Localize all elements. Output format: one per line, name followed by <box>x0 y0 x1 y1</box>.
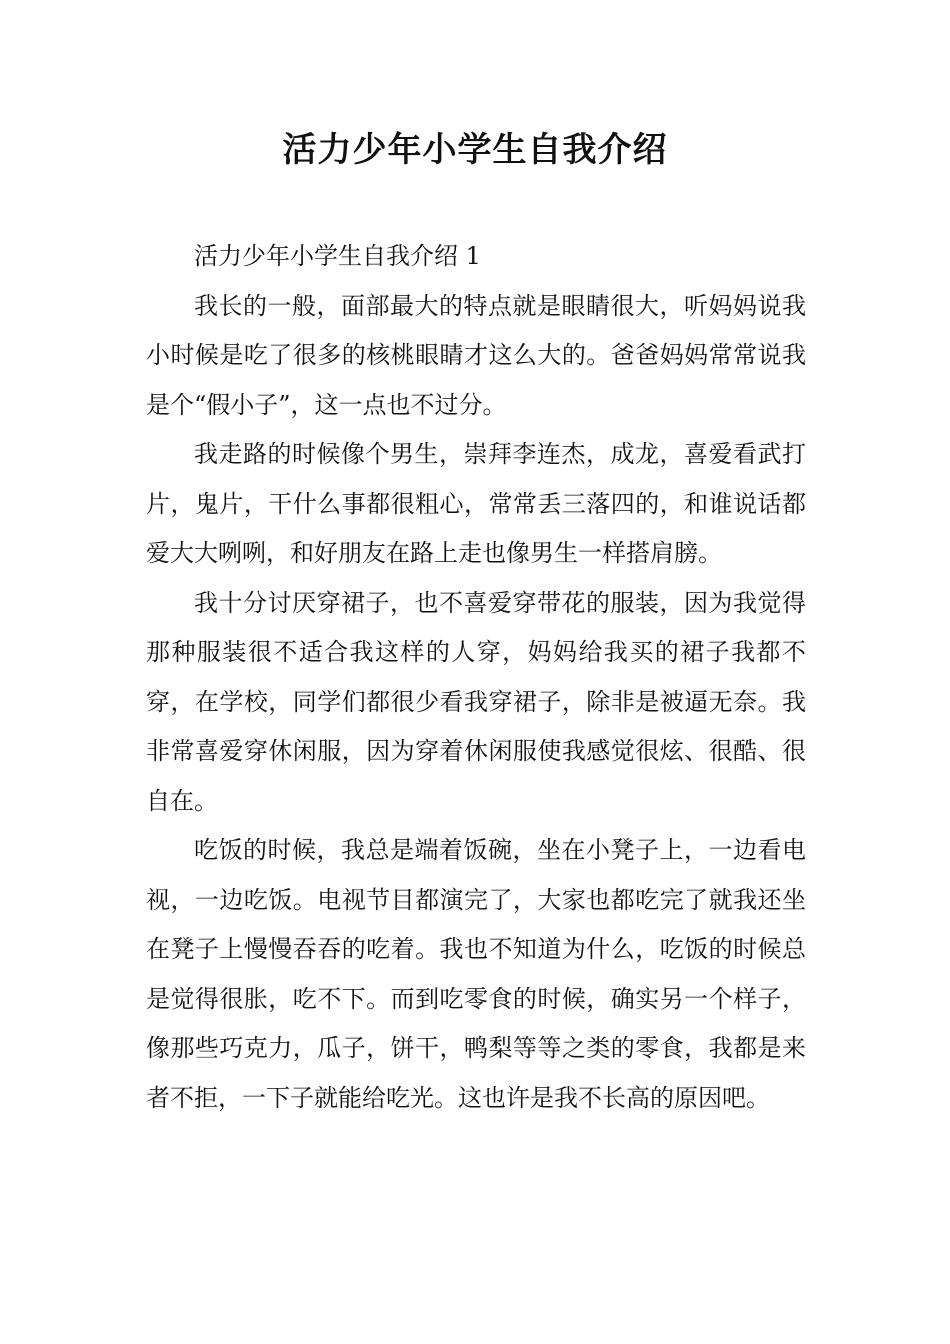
document-title: 活力少年小学生自我介绍 <box>282 130 668 170</box>
document-body <box>146 232 806 1123</box>
paragraph-2: 我走路的时候像个男生，崇拜李连杰，成龙，喜爱看武打片，鬼片，干什么事都很粗心，常常丢三落四的，和谁说话都爱大大咧咧，和好朋友在路上走也像男生一样搭肩膀。 <box>146 440 806 567</box>
paragraph-1: 我长的一般，面部最大的特点就是眼睛很大，听妈妈说我小时候是吃了很多的核桃眼睛才这么大的。爸爸妈妈常常说我是个“假小子”，这一点也不过分。 <box>146 291 806 419</box>
section-heading: 活力少年小学生自我介绍 1 <box>194 242 481 270</box>
paragraph-3: 我十分讨厌穿裙子，也不喜爱穿带花的服装，因为我觉得那种服装很不适合我这样的人穿，妈妈给我买的裙子我都不穿，在学校，同学们都很少看我穿裙子，除非是被逼无奈。我非常喜爱穿休闲服，因为穿着休闲服使我感觉很炫、很酷、很自在。 <box>146 588 806 815</box>
paragraph-4: 吃饭的时候，我总是端着饭碗，坐在小凳子上，一边看电视，一边吃饭。电视节目都演完了，大家也都吃完了就我还坐在凳子上慢慢吞吞的吃着。我也不知道为什么，吃饭的时候总是觉得很胀，吃不下。而到吃零食的时候，确实另一个样子，像那些巧克力，瓜子，饼干，鸭梨等等之类的零食，我都是来者不拒，一下子就能给吃光。这也许是我不长高的原因吧。 <box>146 836 806 1112</box>
